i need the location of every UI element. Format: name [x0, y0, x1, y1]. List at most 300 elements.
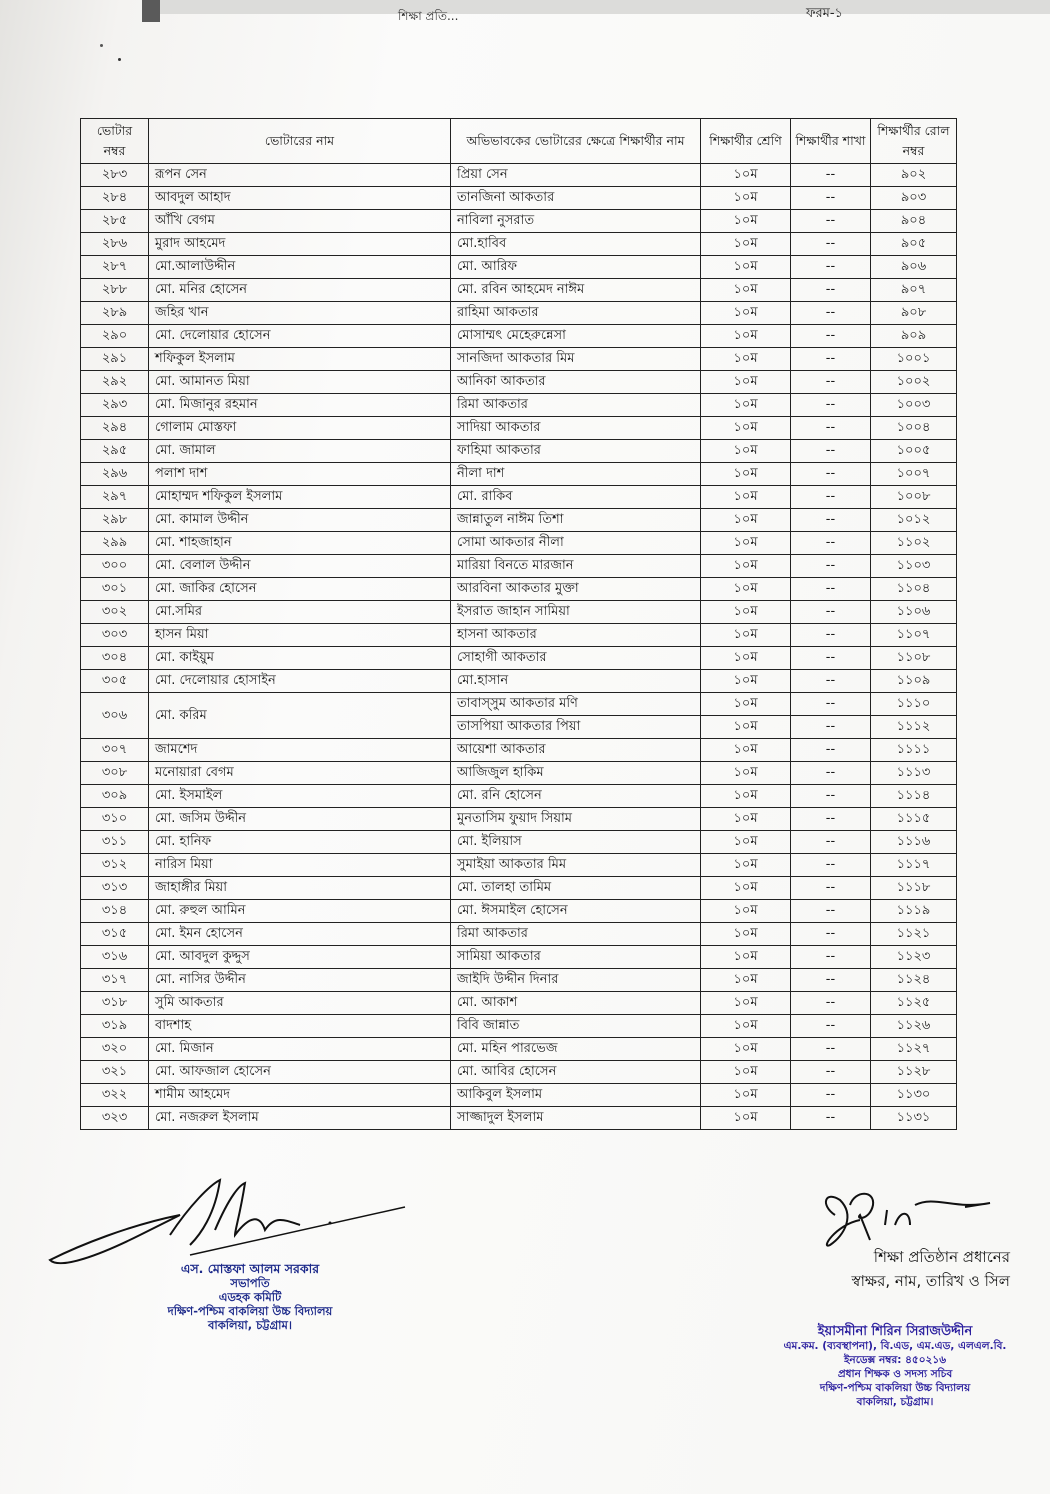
col-student-name: অভিভাবকের ভোটারের ক্ষেত্রে শিক্ষার্থীর নাম [451, 119, 701, 164]
student-section-cell: -- [791, 463, 871, 486]
student-roll-cell: ১১০২ [871, 532, 957, 555]
table-row [81, 1038, 957, 1061]
voter-table [80, 118, 957, 1130]
student-name-cell: জান্নাতুল নাঈম তিশা [451, 509, 701, 532]
table-row [81, 279, 957, 302]
voter-name-cell: শামীম আহমেদ [149, 1084, 451, 1107]
student-name-cell: সামিয়া আকতার [451, 946, 701, 969]
table-row [81, 509, 957, 532]
voter-number-cell: ২৮৬ [81, 233, 149, 256]
voter-name-cell: মো. বেলাল উদ্দীন [149, 555, 451, 578]
student-section-cell: -- [791, 693, 871, 716]
student-roll-cell: ১১০৮ [871, 647, 957, 670]
student-roll-cell: ১১২৩ [871, 946, 957, 969]
student-roll-cell: ১০০৪ [871, 417, 957, 440]
student-section-cell: -- [791, 256, 871, 279]
student-name-cell: মো. রাকিব [451, 486, 701, 509]
table-row [81, 923, 957, 946]
student-section-cell: -- [791, 532, 871, 555]
voter-number-cell: ৩০৭ [81, 739, 149, 762]
voter-number-cell: ৩০২ [81, 601, 149, 624]
student-class-cell: ১০ম [701, 486, 791, 509]
voter-name-cell: মো. করিম [149, 693, 451, 739]
headmaster-signature-label [800, 1245, 1010, 1293]
student-class-cell: ১০ম [701, 302, 791, 325]
voter-name-cell: নারিস মিয়া [149, 854, 451, 877]
stamp-index: ইনডেক্স নম্বর: ৪৫০২১৬ [843, 1354, 947, 1366]
student-section-cell: -- [791, 486, 871, 509]
voter-name-cell: মো. ইমন হোসেন [149, 923, 451, 946]
student-roll-cell: ১১০৬ [871, 601, 957, 624]
student-name-cell: সোহাগী আকতার [451, 647, 701, 670]
student-roll-cell: ১১১১ [871, 739, 957, 762]
student-section-cell: -- [791, 1084, 871, 1107]
student-roll-cell: ১১১৭ [871, 854, 957, 877]
table-row [81, 256, 957, 279]
voter-name-cell: আবদুল আহাদ [149, 187, 451, 210]
student-class-cell: ১০ম [701, 164, 791, 187]
student-section-cell: -- [791, 739, 871, 762]
student-class-cell: ১০ম [701, 739, 791, 762]
voter-number-cell: ৩০৯ [81, 785, 149, 808]
student-roll-cell: ১১১৯ [871, 900, 957, 923]
student-section-cell: -- [791, 417, 871, 440]
student-section-cell: -- [791, 394, 871, 417]
table-row [81, 762, 957, 785]
voter-number-cell: ৩০৩ [81, 624, 149, 647]
student-section-cell: -- [791, 348, 871, 371]
table-row [81, 463, 957, 486]
student-class-cell: ১০ম [701, 325, 791, 348]
col-voter-number: ভোটার নম্বর [81, 119, 149, 164]
table-row [81, 785, 957, 808]
voter-name-cell: মনোয়ারা বেগম [149, 762, 451, 785]
voter-number-cell: ৩১২ [81, 854, 149, 877]
voter-number-cell: ৩১১ [81, 831, 149, 854]
student-roll-cell: ৯০৫ [871, 233, 957, 256]
student-name-cell: আয়েশা আকতার [451, 739, 701, 762]
student-name-cell: রিমা আকতার [451, 394, 701, 417]
voter-number-cell: ২৯৬ [81, 463, 149, 486]
student-roll-cell: ১১১৬ [871, 831, 957, 854]
student-class-cell: ১০ম [701, 555, 791, 578]
student-roll-cell: ১১০৪ [871, 578, 957, 601]
table-row [81, 325, 957, 348]
student-name-cell: ইসরাত জাহান সামিয়া [451, 601, 701, 624]
voter-name-cell: রূপন সেন [149, 164, 451, 187]
student-roll-cell: ১১১২ [871, 716, 957, 739]
table-row [81, 808, 957, 831]
col-student-section: শিক্ষার্থীর শাখা [791, 119, 871, 164]
stamp-school: দক্ষিণ-পশ্চিম বাকলিয়া উচ্চ বিদ্যালয় [819, 1382, 971, 1394]
student-section-cell: -- [791, 1015, 871, 1038]
stamp-degrees: এম.কম. (ব্যবস্থাপনা), বি.এড, এম.এড, এলএল.বি. [783, 1340, 1007, 1352]
stamp-designation: প্রধান শিক্ষক ও সদস্য সচিব [837, 1368, 953, 1380]
table-row [81, 555, 957, 578]
table-row [81, 164, 957, 187]
voter-name-cell: মো. জসিম উদ্দীন [149, 808, 451, 831]
student-class-cell: ১০ম [701, 647, 791, 670]
student-class-cell: ১০ম [701, 440, 791, 463]
student-section-cell: -- [791, 670, 871, 693]
student-name-cell: মো. তালহা তামিম [451, 877, 701, 900]
voter-name-cell: সুমি আকতার [149, 992, 451, 1015]
student-roll-cell: ১০০৮ [871, 486, 957, 509]
student-section-cell: -- [791, 831, 871, 854]
student-name-cell: সানজিদা আকতার মিম [451, 348, 701, 371]
student-class-cell: ১০ম [701, 1107, 791, 1130]
previous-page-edge [160, 0, 1050, 14]
student-name-cell: বিবি জান্নাত [451, 1015, 701, 1038]
voter-name-cell: মো. রুহুল আমিন [149, 900, 451, 923]
student-name-cell: আকিবুল ইসলাম [451, 1084, 701, 1107]
student-roll-cell: ১১১৩ [871, 762, 957, 785]
student-roll-cell: ১১২১ [871, 923, 957, 946]
student-name-cell: আরবিনা আকতার মুক্তা [451, 578, 701, 601]
student-section-cell: -- [791, 187, 871, 210]
student-class-cell: ১০ম [701, 279, 791, 302]
table-row [81, 532, 957, 555]
student-name-cell: হাসনা আকতার [451, 624, 701, 647]
table-row [81, 693, 957, 716]
student-section-cell: -- [791, 624, 871, 647]
student-roll-cell: ১১৩০ [871, 1084, 957, 1107]
headmaster-stamp [770, 1325, 1020, 1409]
student-roll-cell: ৯০৬ [871, 256, 957, 279]
student-class-cell: ১০ম [701, 624, 791, 647]
voter-number-cell: ৩২৩ [81, 1107, 149, 1130]
voter-name-cell: মো. মনির হোসেন [149, 279, 451, 302]
voter-name-cell: মো. আমানত মিয়া [149, 371, 451, 394]
voter-number-cell: ২৮৫ [81, 210, 149, 233]
col-student-class: শিক্ষার্থীর শ্রেণি [701, 119, 791, 164]
voter-name-cell: শফিকুল ইসলাম [149, 348, 451, 371]
student-class-cell: ১০ম [701, 716, 791, 739]
student-name-cell: সাদিয়া আকতার [451, 417, 701, 440]
student-class-cell: ১০ম [701, 1015, 791, 1038]
student-class-cell: ১০ম [701, 923, 791, 946]
table-row [81, 348, 957, 371]
voter-number-cell: ২৯৭ [81, 486, 149, 509]
student-section-cell: -- [791, 302, 871, 325]
voter-number-cell: ৩০১ [81, 578, 149, 601]
student-roll-cell: ১০০৭ [871, 463, 957, 486]
student-name-cell: মো. মহিন পারভেজ [451, 1038, 701, 1061]
student-class-cell: ১০ম [701, 1084, 791, 1107]
student-name-cell: মো. রবিন আহমেদ নাঈম [451, 279, 701, 302]
voter-number-cell: ৩১৮ [81, 992, 149, 1015]
student-class-cell: ১০ম [701, 1061, 791, 1084]
student-section-cell: -- [791, 647, 871, 670]
student-class-cell: ১০ম [701, 417, 791, 440]
student-name-cell: নাবিলা নুসরাত [451, 210, 701, 233]
voter-number-cell: ২৯৪ [81, 417, 149, 440]
student-name-cell: মারিয়া বিনতে মারজান [451, 555, 701, 578]
student-name-cell: মো. ইলিয়াস [451, 831, 701, 854]
student-section-cell: -- [791, 509, 871, 532]
student-section-cell: -- [791, 1107, 871, 1130]
voter-number-cell: ২৮৯ [81, 302, 149, 325]
table-row [81, 394, 957, 417]
student-class-cell: ১০ম [701, 785, 791, 808]
student-name-cell: মো. আবির হোসেন [451, 1061, 701, 1084]
student-roll-cell: ১১১৫ [871, 808, 957, 831]
student-section-cell: -- [791, 325, 871, 348]
student-roll-cell: ১০০২ [871, 371, 957, 394]
chairman-title: সভাপতি [230, 1276, 270, 1290]
student-name-cell: তানজিনা আকতার [451, 187, 701, 210]
binding-shadow [142, 0, 160, 22]
student-name-cell: রাহিমা আকতার [451, 302, 701, 325]
student-roll-cell: ১০০৫ [871, 440, 957, 463]
student-section-cell: -- [791, 210, 871, 233]
table-row [81, 601, 957, 624]
voter-number-cell: ৩১৩ [81, 877, 149, 900]
student-name-cell: প্রিয়া সেন [451, 164, 701, 187]
signature-label-line2: স্বাক্ষর, নাম, তারিখ ও সিল [851, 1272, 1010, 1290]
table-row [81, 417, 957, 440]
student-class-cell: ১০ম [701, 877, 791, 900]
voter-number-cell: ২৯৫ [81, 440, 149, 463]
student-roll-cell: ১১০৭ [871, 624, 957, 647]
student-section-cell: -- [791, 371, 871, 394]
table-row [81, 877, 957, 900]
student-name-cell: সোমা আকতার নীলা [451, 532, 701, 555]
student-section-cell: -- [791, 164, 871, 187]
table-row [81, 1107, 957, 1130]
ink-dot [100, 44, 103, 47]
student-roll-cell: ৯০৪ [871, 210, 957, 233]
student-name-cell: তাবাস্সুম আকতার মণি [451, 693, 701, 716]
student-roll-cell: ১১২৮ [871, 1061, 957, 1084]
table-row [81, 647, 957, 670]
student-section-cell: -- [791, 808, 871, 831]
student-name-cell: সুমাইয়া আকতার মিম [451, 854, 701, 877]
voter-number-cell: ৩০৫ [81, 670, 149, 693]
student-roll-cell: ১১২৭ [871, 1038, 957, 1061]
voter-number-cell: ২৯০ [81, 325, 149, 348]
voter-name-cell: জাহাঙ্গীর মিয়া [149, 877, 451, 900]
top-partial-heading: শিক্ষা প্রতি... [398, 9, 459, 23]
student-roll-cell: ১১০৯ [871, 670, 957, 693]
voter-number-cell: ২৮৪ [81, 187, 149, 210]
voter-name-cell: বাদশাহ [149, 1015, 451, 1038]
voter-number-cell: ২৯৮ [81, 509, 149, 532]
student-section-cell: -- [791, 578, 871, 601]
student-name-cell: ফাহিমা আকতার [451, 440, 701, 463]
col-student-roll: শিক্ষার্থীর রোল নম্বর [871, 119, 957, 164]
voter-name-cell: আঁখি বেগম [149, 210, 451, 233]
student-roll-cell: ১১২৪ [871, 969, 957, 992]
student-roll-cell: ১১২৬ [871, 1015, 957, 1038]
voter-number-cell: ৩০০ [81, 555, 149, 578]
student-section-cell: -- [791, 969, 871, 992]
stamp-address: বাকলিয়া, চট্টগ্রাম। [856, 1396, 934, 1408]
voter-name-cell: মো.সমির [149, 601, 451, 624]
voter-number-cell: ২৮৭ [81, 256, 149, 279]
voter-number-cell: ৩০৮ [81, 762, 149, 785]
voter-number-cell: ৩০৪ [81, 647, 149, 670]
student-class-cell: ১০ম [701, 187, 791, 210]
student-class-cell: ১০ম [701, 371, 791, 394]
table-row [81, 302, 957, 325]
voter-number-cell: ২৯২ [81, 371, 149, 394]
student-roll-cell: ৯০৮ [871, 302, 957, 325]
student-class-cell: ১০ম [701, 463, 791, 486]
student-class-cell: ১০ম [701, 578, 791, 601]
student-name-cell: আজিজুল হাকিম [451, 762, 701, 785]
table-row [81, 969, 957, 992]
student-roll-cell: ১০০১ [871, 348, 957, 371]
voter-name-cell: মো. মিজানুর রহমান [149, 394, 451, 417]
table-row [81, 1084, 957, 1107]
table-row [81, 670, 957, 693]
voter-name-cell: পলাশ দাশ [149, 463, 451, 486]
student-class-cell: ১০ম [701, 808, 791, 831]
student-class-cell: ১০ম [701, 900, 791, 923]
voter-name-cell: মো. আবদুল কুদ্দুস [149, 946, 451, 969]
student-class-cell: ১০ম [701, 946, 791, 969]
student-class-cell: ১০ম [701, 969, 791, 992]
table-row [81, 1015, 957, 1038]
voter-name-cell: মো. জামাল [149, 440, 451, 463]
chairman-signature [40, 1175, 420, 1275]
voter-name-cell: মো. দেলোয়ার হোসেন [149, 325, 451, 348]
student-roll-cell: ৯০৩ [871, 187, 957, 210]
table-row [81, 210, 957, 233]
voter-number-cell: ৩২১ [81, 1061, 149, 1084]
table-row [81, 1061, 957, 1084]
student-section-cell: -- [791, 854, 871, 877]
signature-label-line1: শিক্ষা প্রতিষ্ঠান প্রধানের [873, 1248, 1010, 1266]
voter-name-cell: মুরাদ আহমেদ [149, 233, 451, 256]
student-name-cell: মুনতাসিম ফুয়াদ সিয়াম [451, 808, 701, 831]
student-roll-cell: ১১৩১ [871, 1107, 957, 1130]
student-class-cell: ১০ম [701, 854, 791, 877]
voter-number-cell: ৩১৭ [81, 969, 149, 992]
stamp-name: ইয়াসমীনা শিরিন সিরাজউদ্দীন [817, 1324, 973, 1339]
voter-name-cell: মো.আলাউদ্দীন [149, 256, 451, 279]
student-class-cell: ১০ম [701, 394, 791, 417]
voter-number-cell: ৩২০ [81, 1038, 149, 1061]
form-number: ফরম-১ [806, 6, 843, 21]
voter-name-cell: মো. কাইয়ুম [149, 647, 451, 670]
table-header-row [81, 119, 957, 164]
student-section-cell: -- [791, 233, 871, 256]
student-section-cell: -- [791, 716, 871, 739]
table-row [81, 371, 957, 394]
voter-name-cell: হাসন মিয়া [149, 624, 451, 647]
voter-name-cell: মো. শাহজাহান [149, 532, 451, 555]
student-class-cell: ১০ম [701, 348, 791, 371]
ink-dot [118, 58, 121, 61]
student-roll-cell: ১১০৩ [871, 555, 957, 578]
student-name-cell: মো.হাসান [451, 670, 701, 693]
student-roll-cell: ৯০৭ [871, 279, 957, 302]
voter-name-cell: জামশেদ [149, 739, 451, 762]
student-name-cell: জাইদি উদ্দীন দিনার [451, 969, 701, 992]
voter-number-cell: ৩১৫ [81, 923, 149, 946]
table-row [81, 739, 957, 762]
student-class-cell: ১০ম [701, 233, 791, 256]
student-section-cell: -- [791, 279, 871, 302]
voter-name-cell: মোহাম্মদ শফিকুল ইসলাম [149, 486, 451, 509]
student-roll-cell: ১১২৫ [871, 992, 957, 1015]
chairman-name: এস. মোস্তফা আলম সরকার [180, 1261, 320, 1276]
student-roll-cell: ১০১২ [871, 509, 957, 532]
voter-name-cell: গোলাম মোস্তফা [149, 417, 451, 440]
student-section-cell: -- [791, 923, 871, 946]
student-roll-cell: ৯০২ [871, 164, 957, 187]
student-class-cell: ১০ম [701, 762, 791, 785]
student-class-cell: ১০ম [701, 532, 791, 555]
voter-name-cell: মো. কামাল উদ্দীন [149, 509, 451, 532]
student-name-cell: মো. ঈসমাইল হোসেন [451, 900, 701, 923]
table-row [81, 831, 957, 854]
student-class-cell: ১০ম [701, 992, 791, 1015]
voter-number-cell: ২৯৩ [81, 394, 149, 417]
student-name-cell: তাসপিয়া আকতার পিয়া [451, 716, 701, 739]
student-name-cell: মোসাম্মৎ মেহেরুন্নেসা [451, 325, 701, 348]
student-section-cell: -- [791, 900, 871, 923]
table-row [81, 992, 957, 1015]
school-name: দক্ষিণ-পশ্চিম বাকলিয়া উচ্চ বিদ্যালয় [167, 1304, 333, 1318]
col-voter-name: ভোটারের নাম [149, 119, 451, 164]
voter-name-cell: মো. হানিফ [149, 831, 451, 854]
student-roll-cell: ১০০৩ [871, 394, 957, 417]
voter-name-cell: মো. নজরুল ইসলাম [149, 1107, 451, 1130]
voter-name-cell: মো. ইসমাইল [149, 785, 451, 808]
table-row [81, 187, 957, 210]
student-class-cell: ১০ম [701, 693, 791, 716]
table-row [81, 900, 957, 923]
table-row [81, 233, 957, 256]
student-name-cell: নীলা দাশ [451, 463, 701, 486]
student-section-cell: -- [791, 1061, 871, 1084]
student-roll-cell: ৯০৯ [871, 325, 957, 348]
student-name-cell: রিমা আকতার [451, 923, 701, 946]
voter-number-cell: ২৯১ [81, 348, 149, 371]
student-section-cell: -- [791, 946, 871, 969]
table-row [81, 624, 957, 647]
voter-name-cell: মো. মিজান [149, 1038, 451, 1061]
student-section-cell: -- [791, 440, 871, 463]
student-section-cell: -- [791, 785, 871, 808]
voter-name-cell: জহির খান [149, 302, 451, 325]
student-name-cell: মো. আকাশ [451, 992, 701, 1015]
voter-number-cell: ২৯৯ [81, 532, 149, 555]
student-name-cell: মো.হাবিব [451, 233, 701, 256]
table-row [81, 946, 957, 969]
student-section-cell: -- [791, 992, 871, 1015]
voter-number-cell: ২৮৩ [81, 164, 149, 187]
voter-name-cell: মো. আফজাল হোসেন [149, 1061, 451, 1084]
student-name-cell: সাজ্জাদুল ইসলাম [451, 1107, 701, 1130]
voter-number-cell: ৩১০ [81, 808, 149, 831]
voter-name-cell: মো. নাসির উদ্দীন [149, 969, 451, 992]
voter-name-cell: মো. দেলোয়ার হোসাইন [149, 670, 451, 693]
voter-number-cell: ৩১৬ [81, 946, 149, 969]
student-name-cell: আনিকা আকতার [451, 371, 701, 394]
student-class-cell: ১০ম [701, 509, 791, 532]
student-class-cell: ১০ম [701, 1038, 791, 1061]
student-section-cell: -- [791, 555, 871, 578]
student-section-cell: -- [791, 877, 871, 900]
student-section-cell: -- [791, 762, 871, 785]
school-address: বাকলিয়া, চট্টগ্রাম। [207, 1318, 293, 1332]
table-row [81, 486, 957, 509]
voter-number-cell: ৩১৪ [81, 900, 149, 923]
